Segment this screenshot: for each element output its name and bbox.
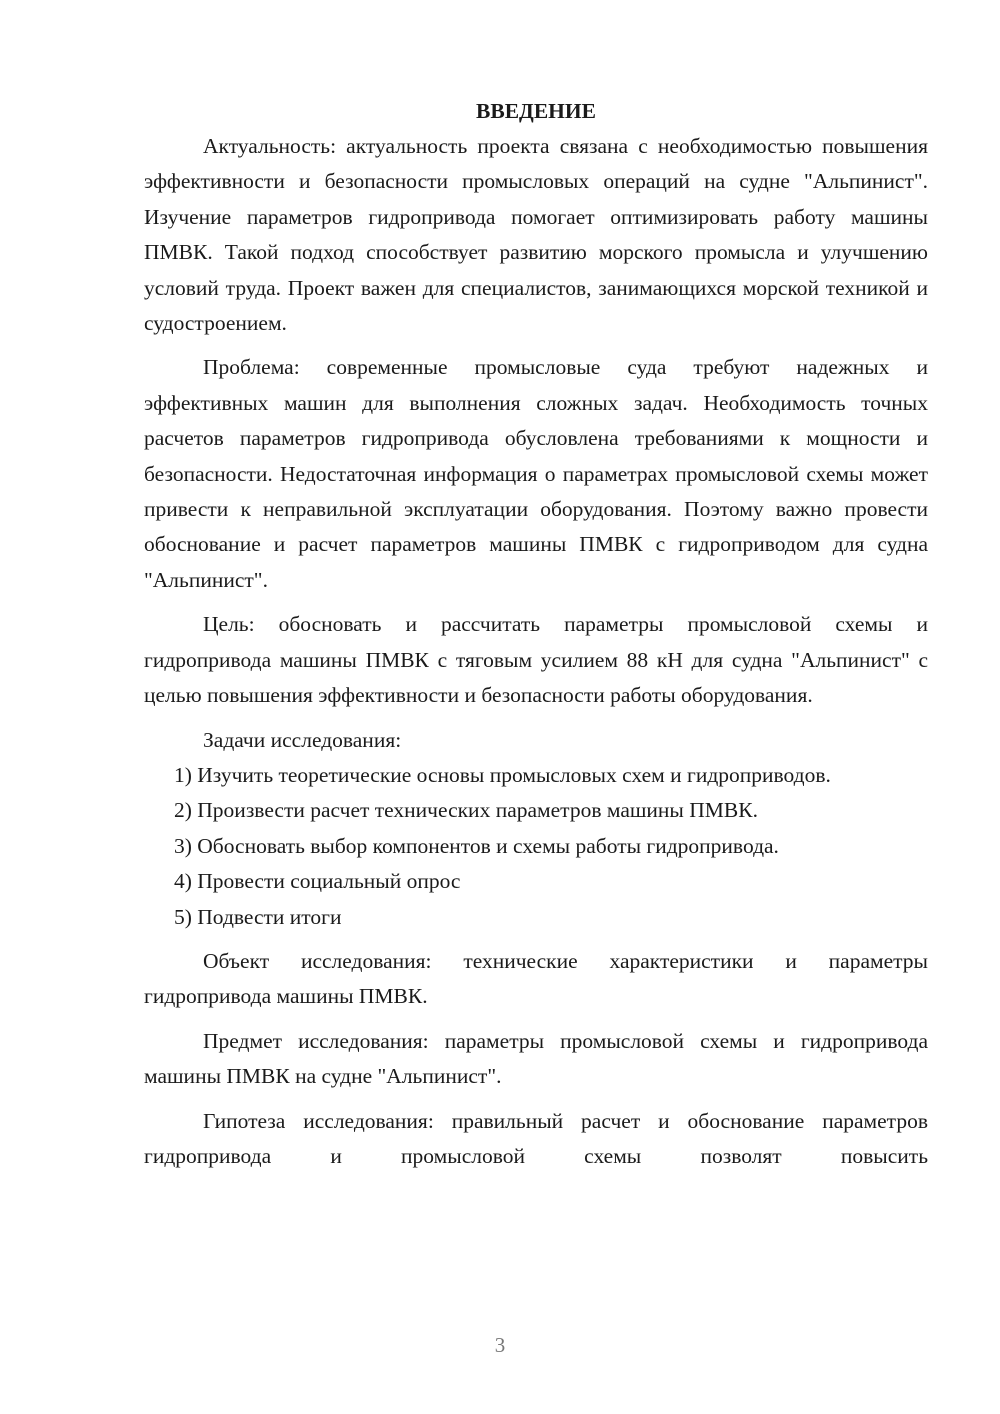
page-number: 3 bbox=[494, 1333, 506, 1357]
list-item-task-1: 1) Изучить теоретические основы промысловых схем и гидроприводов. bbox=[174, 762, 831, 787]
paragraph-relevance: Актуальность: актуальность проекта связана с необходимостью повышения эффективности и безопасности промысловых операций на судне "Альпинист". Изучение параметров гидропривода помогает оптимизировать работу машины ПМВК. Такой подход способствует развитию морского промысла и улучшению условий труда. Проект важен для специалистов, занимающихся морской техникой и судостроением. bbox=[144, 134, 928, 336]
document-body bbox=[144, 93, 928, 1174]
paragraph-goal: Цель: обосновать и рассчитать параметры промысловой схемы и гидропривода машины ПМВК с тяговым усилием 88 кН для судна "Альпинист" с целью повышения эффективности и безопасности работы оборудования. bbox=[144, 612, 928, 708]
paragraph-object: Объект исследования: технические характеристики и параметры гидропривода машины ПМВК. bbox=[144, 948, 928, 1009]
page-title: ВВЕДЕНИЕ bbox=[476, 99, 596, 123]
list-item-task-4: 4) Провести социальный опрос bbox=[174, 869, 461, 894]
paragraph-tasks-heading: Задачи исследования: bbox=[203, 727, 402, 752]
paragraph-hypothesis: Гипотеза исследования: правильный расчет и обоснование параметров гидропривода и промысловой схемы позволят повысить bbox=[144, 1108, 928, 1168]
list-item-task-3: 3) Обосновать выбор компонентов и схемы работы гидропривода. bbox=[174, 833, 779, 858]
list-item-task-5: 5) Подвести итоги bbox=[174, 904, 342, 929]
list-item-task-2: 2) Произвести расчет технических параметров машины ПМВК. bbox=[174, 798, 758, 823]
paragraph-subject: Предмет исследования: параметры промысловой схемы и гидропривода машины ПМВК на судне "Альпинист". bbox=[144, 1028, 928, 1089]
paragraph-problem: Проблема: современные промысловые суда требуют надежных и эффективных машин для выполнения сложных задач. Необходимость точных расчетов параметров гидропривода обусловлена требованиями к мощности и безопасности. Недостаточная информация о параметрах промысловой схемы может привести к неправильной эксплуатации оборудования. Поэтому важно провести обоснование и расчет параметров машины ПМВК с гидроприводом для судна "Альпинист". bbox=[144, 355, 928, 592]
